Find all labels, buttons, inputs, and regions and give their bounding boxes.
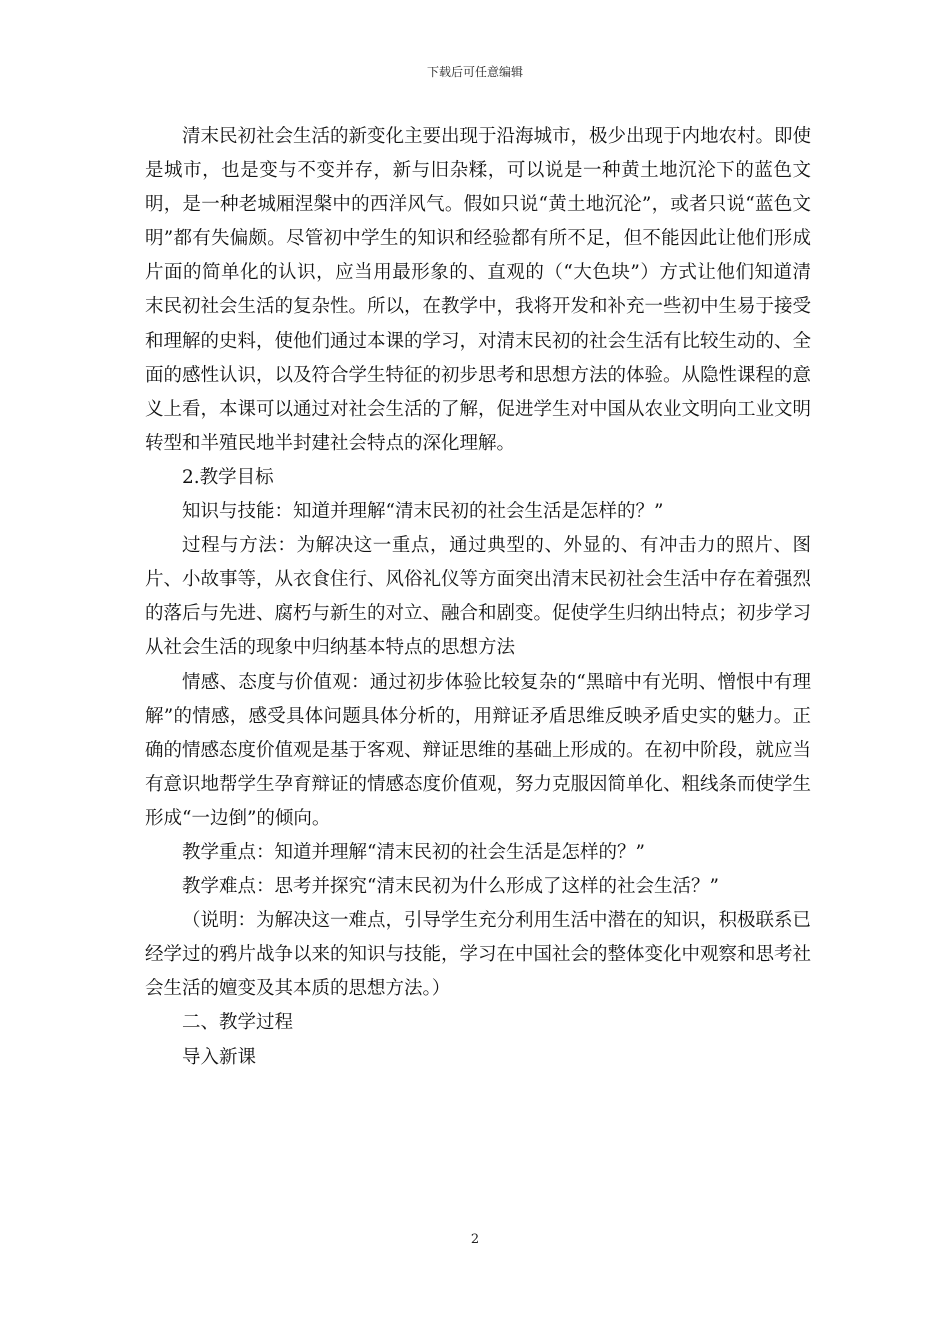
document-body (145, 120, 811, 1075)
paragraph-note: （说明：为解决这一难点，引导学生充分利用生活中潜在的知识，积极联系已经学过的鸦片战争以来的知识与技能，学习在中国社会的整体变化中观察和思考社会生活的嬗变及其本质的思想方法。） (145, 910, 812, 1000)
paragraph-emotion-values: 情感、态度与价值观：通过初步体验比较复杂的“黑暗中有光明、憎恨中有理解”的情感，感受具体问题具体分析的，用辩证矛盾思维反映矛盾史实的魅力。正确的情感态度价值观是基于客观、辩证思维的基础上形成的。在初中阶段，就应当有意识地帮学生孕育辩证的情感态度价值观，努力克服因简单化、粗线条而使学生形成“一边倒”的倾向。 (145, 671, 812, 829)
page-number: 2 (470, 1232, 480, 1247)
page-header: 下载后可任意编辑 (426, 65, 523, 79)
section-heading-teaching-process: 二、教学过程 (182, 1012, 294, 1034)
paragraph-process-methods: 过程与方法：为解决这一重点，通过典型的、外显的、有冲击力的照片、图片、小故事等，从衣食住行、风俗礼仪等方面突出清末民初社会生活中存在着强烈的落后与先进、腐朽与新生的对立、融合和剧变。促使学生归纳出特点；初步学习从社会生活的现象中归纳基本特点的思想方法 (145, 535, 812, 659)
section-heading-teaching-goals: 2.教学目标 (182, 466, 274, 488)
paragraph-introduction-lesson: 导入新课 (182, 1046, 257, 1068)
paragraph-difficult-point: 教学难点：思考并探究“清末民初为什么形成了这样的社会生活？” (182, 876, 719, 898)
paragraph-intro: 清末民初社会生活的新变化主要出现于沿海城市，极少出现于内地农村。即使是城市，也是变与不变并存，新与旧杂糅，可以说是一种黄土地沉沦下的蓝色文明，是一种老城厢涅槃中的西洋风气。假如只说“黄土地沉沦”，或者只说“蓝色文明”都有失偏颇。尽管初中学生的知识和经验都有所不足，但不能因此让他们形成片面的简单化的认识，应当用最形象的、直观的（“大色块”）方式让他们知道清末民初社会生活的复杂性。所以，在教学中，我将开发和补充一些初中生易于接受和理解的史料，使他们通过本课的学习，对清末民初的社会生活有比较生动的、全面的感性认识，以及符合学生特征的初步思考和思想方法的体验。从隐性课程的意义上看，本课可以通过对社会生活的了解，促进学生对中国从农业文明向工业文明转型和半殖民地半封建社会特点的深化理解。 (145, 126, 812, 454)
paragraph-key-point: 教学重点：知道并理解“清末民初的社会生活是怎样的？” (182, 841, 645, 863)
paragraph-knowledge-skills: 知识与技能：知道并理解“清末民初的社会生活是怎样的？” (182, 501, 664, 523)
